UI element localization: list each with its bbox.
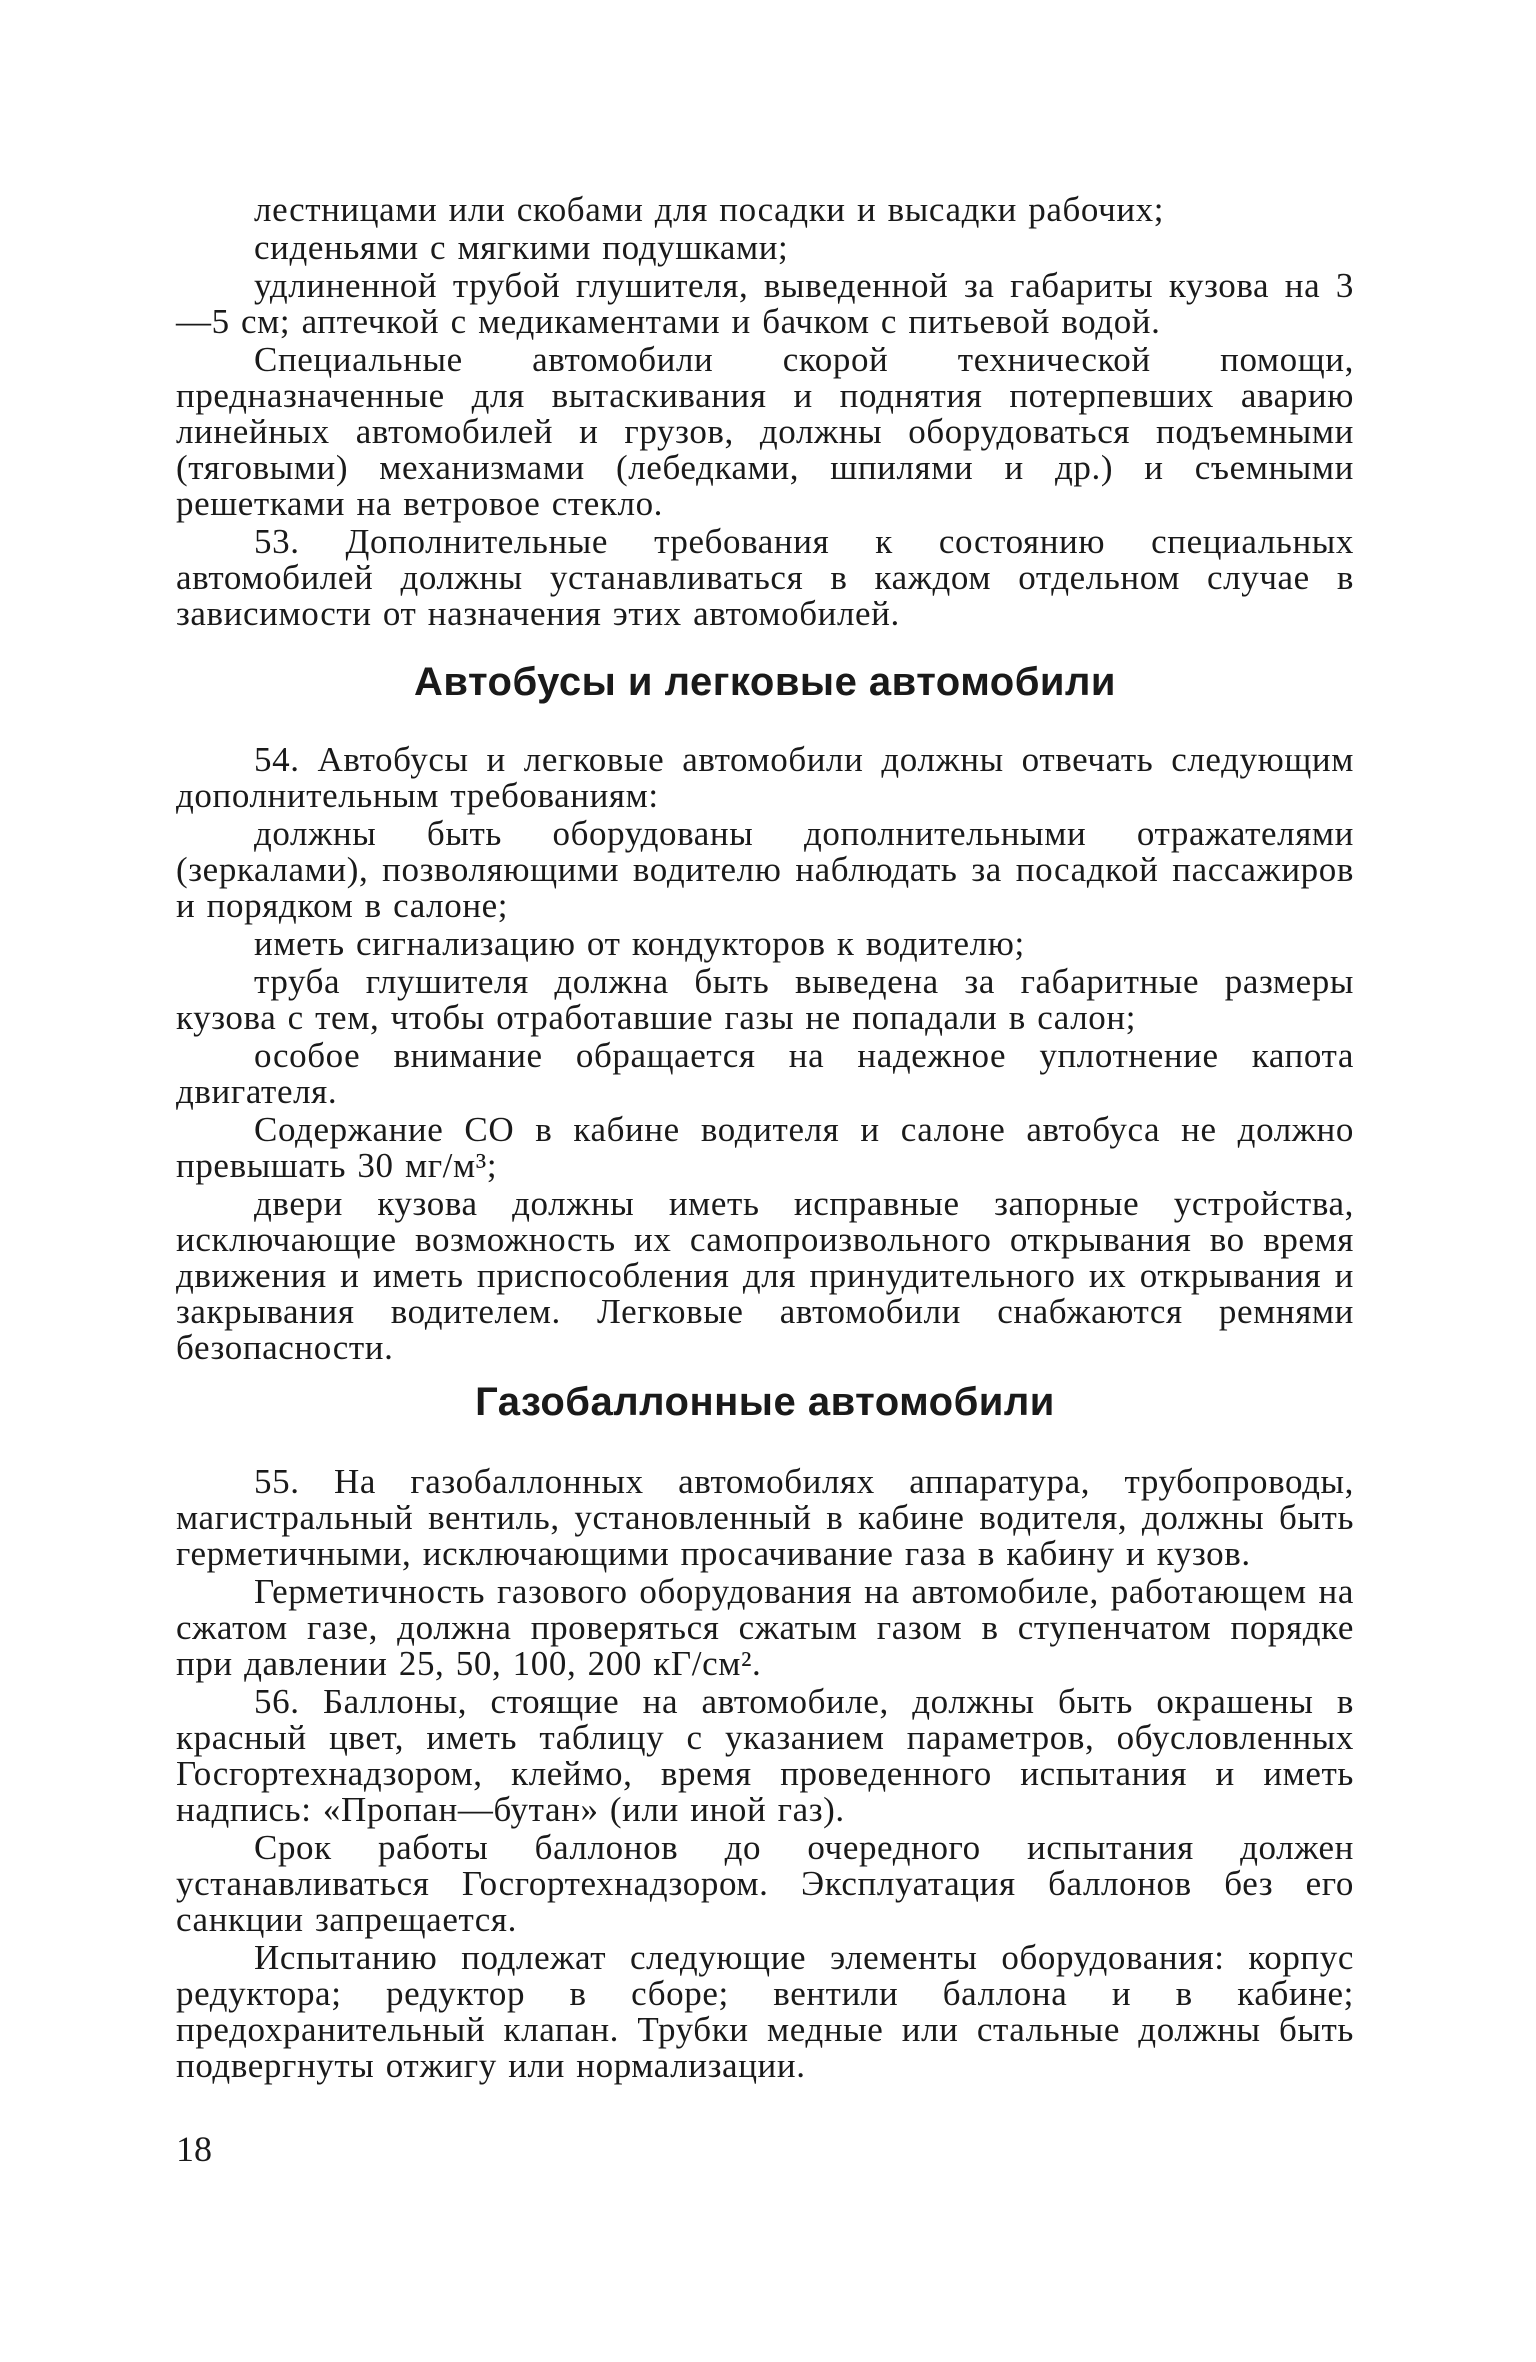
section-buses-cars (176, 742, 1354, 1368)
section-heading-buses: Автобусы и легковые автомобили (414, 660, 1116, 704)
paragraph: 53. Дополнительные требования к состоянию специальных автомобилей должны устанавливаться в каждом отдельном случае в зависимости от назначения этих автомобилей. (176, 522, 1354, 633)
paragraph: иметь сигнализацию от кондукторов к водителю; (254, 924, 1025, 963)
paragraph: удлиненной трубой глушителя, выведенной за габариты кузова на 3—5 см; аптечкой с медикаментами и бачком с питьевой водой. (176, 266, 1354, 341)
section-heading-gas-cylinder: Газобаллонные автомобили (475, 1380, 1055, 1424)
paragraph: должны быть оборудованы дополнительными отражателями (зеркалами), позволяющими водителю наблюдать за посадкой пассажиров и порядком в салоне; (176, 814, 1354, 925)
paragraph: труба глушителя должна быть выведена за габаритные размеры кузова с тем, чтобы отработавшие газы не попадали в салон; (176, 962, 1354, 1037)
paragraph: Испытанию подлежат следующие элементы оборудования: корпус редуктора; редуктор в сборе; вентили баллона и в кабине; предохранительный клапан. Трубки медные или стальные должны быть подвергнуты отжигу или нормализации. (176, 1938, 1354, 2085)
section-gas-cylinder-vehicles (176, 1464, 1354, 2086)
paragraph: лестницами или скобами для посадки и высадки рабочих; (254, 190, 1165, 229)
paragraph: особое внимание обращается на надежное уплотнение капота двигателя. (176, 1036, 1354, 1111)
paragraph: двери кузова должны иметь исправные запорные устройства, исключающие возможность их самопроизвольного открывания во время движения и иметь приспособления для принудительного их открывания и закрывания водителем. Легковые автомобили снабжаются ремнями безопасности. (176, 1184, 1354, 1367)
paragraph: 56. Баллоны, стоящие на автомобиле, должны быть окрашены в красный цвет, иметь таблицу с указанием параметров, обусловленных Госгортехнадзором, клеймо, время проведенного испытания и иметь надпись: «Пропан—бутан» (или иной газ). (176, 1682, 1354, 1829)
paragraph: 54. Автобусы и легковые автомобили должны отвечать следующим дополнительным требованиям: (176, 740, 1354, 815)
paragraph: Срок работы баллонов до очередного испытания должен устанавливаться Госгортехнадзором. Эксплуатация баллонов без его санкции запрещается. (176, 1828, 1354, 1939)
section-special-vehicles (176, 192, 1354, 634)
page-number: 18 (176, 2129, 212, 2169)
paragraph: Герметичность газового оборудования на автомобиле, работающем на сжатом газе, должна проверяться сжатым газом в ступенчатом порядке при давлении 25, 50, 100, 200 кГ/см². (176, 1572, 1354, 1683)
paragraph: Содержание СО в кабине водителя и салоне автобуса не должно превышать 30 мг/м³; (176, 1110, 1354, 1185)
paragraph: сиденьями с мягкими подушками; (254, 228, 789, 267)
paragraph: 55. На газобаллонных автомобилях аппаратура, трубопроводы, магистральный вентиль, установленный в кабине водителя, должны быть герметичными, исключающими просачивание газа в кабину и кузов. (176, 1462, 1354, 1573)
paragraph: Специальные автомобили скорой технической помощи, предназначенные для вытаскивания и поднятия потерпевших аварию линейных автомобилей и грузов, должны оборудоваться подъемными (тяговыми) механизмами (лебедками, шпилями и др.) и съемными решетками на ветровое стекло. (176, 340, 1354, 523)
